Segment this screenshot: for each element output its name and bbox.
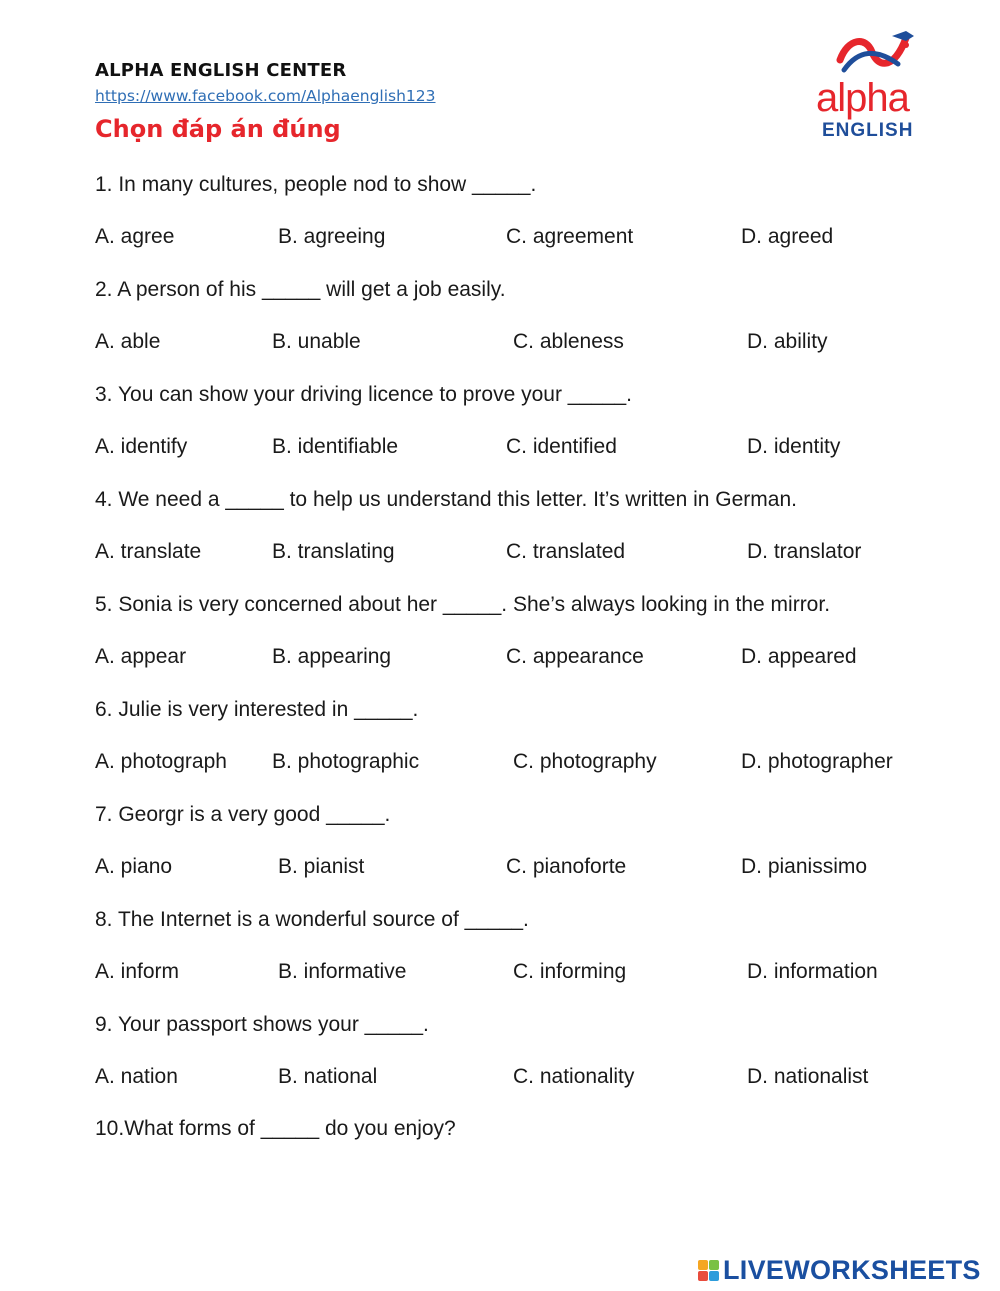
- logo-word: alpha: [816, 76, 909, 120]
- question-3-option-c[interactable]: C. identified: [506, 435, 617, 458]
- question-5-option-d[interactable]: D. appeared: [741, 645, 857, 668]
- question-4-option-a[interactable]: A. translate: [95, 540, 202, 563]
- question-5: 5. Sonia is very concerned about her _____. She’s always looking in the mirror.: [95, 593, 831, 616]
- question-6-option-a[interactable]: A. photograph: [95, 750, 227, 773]
- question-6-option-d[interactable]: D. photographer: [741, 750, 893, 773]
- question-9-option-c[interactable]: C. nationality: [513, 1065, 635, 1088]
- question-9-option-a[interactable]: A. nation: [95, 1065, 178, 1088]
- question-4: 4. We need a _____ to help us understand this letter. It’s written in German.: [95, 488, 797, 511]
- question-5-option-b[interactable]: B. appearing: [272, 645, 392, 668]
- question-7-option-a[interactable]: A. piano: [95, 855, 173, 878]
- question-9: 9. Your passport shows your _____.: [95, 1013, 429, 1036]
- question-2-option-a[interactable]: A. able: [95, 330, 161, 353]
- question-3: 3. You can show your driving licence to prove your _____.: [95, 383, 633, 406]
- question-8-option-d[interactable]: D. information: [747, 960, 878, 983]
- question-3-option-a[interactable]: A. identify: [95, 435, 188, 458]
- liveworksheets-logo-icon: [698, 1260, 719, 1281]
- question-6: 6. Julie is very interested in _____.: [95, 698, 419, 721]
- question-1-option-c[interactable]: C. agreement: [506, 225, 634, 248]
- question-7-option-b[interactable]: B. pianist: [278, 855, 365, 878]
- logo-subtitle: ENGLISH: [822, 120, 914, 141]
- question-9-option-d[interactable]: D. nationalist: [747, 1065, 869, 1088]
- question-6-option-c[interactable]: C. photography: [513, 750, 657, 773]
- question-2: 2. A person of his _____ will get a job easily.: [95, 278, 506, 301]
- question-5-option-c[interactable]: C. appearance: [506, 645, 644, 668]
- question-8-option-a[interactable]: A. inform: [95, 960, 180, 983]
- question-10: 10.What forms of _____ do you enjoy?: [95, 1117, 456, 1140]
- question-7: 7. Georgr is a very good _____.: [95, 803, 391, 826]
- question-1-option-a[interactable]: A. agree: [95, 225, 175, 248]
- question-3-option-d[interactable]: D. identity: [747, 435, 841, 458]
- question-5-option-a[interactable]: A. appear: [95, 645, 187, 668]
- question-4-option-c[interactable]: C. translated: [506, 540, 626, 563]
- question-8: 8. The Internet is a wonderful source of _____.: [95, 908, 529, 931]
- center-name: ALPHA ENGLISH CENTER: [95, 60, 347, 81]
- question-4-option-b[interactable]: B. translating: [272, 540, 395, 563]
- question-2-option-d[interactable]: D. ability: [747, 330, 828, 353]
- question-1: 1. In many cultures, people nod to show _____.: [95, 173, 537, 196]
- worksheet-title: Chọn đáp án đúng: [95, 115, 341, 143]
- question-3-option-b[interactable]: B. identifiable: [272, 435, 399, 458]
- question-7-option-c[interactable]: C. pianoforte: [506, 855, 627, 878]
- question-2-option-b[interactable]: B. unable: [272, 330, 361, 353]
- question-4-option-d[interactable]: D. translator: [747, 540, 862, 563]
- question-2-option-c[interactable]: C. ableness: [513, 330, 624, 353]
- question-1-option-b[interactable]: B. agreeing: [278, 225, 386, 248]
- question-8-option-c[interactable]: C. informing: [513, 960, 627, 983]
- question-8-option-b[interactable]: B. informative: [278, 960, 407, 983]
- question-1-option-d[interactable]: D. agreed: [741, 225, 834, 248]
- liveworksheets-brand: [698, 1255, 981, 1285]
- question-7-option-d[interactable]: D. pianissimo: [741, 855, 868, 878]
- question-6-option-b[interactable]: B. photographic: [272, 750, 420, 773]
- question-9-option-b[interactable]: B. national: [278, 1065, 378, 1088]
- facebook-link[interactable]: https://www.facebook.com/Alphaenglish123: [95, 87, 436, 105]
- liveworksheets-wordmark: LIVEWORKSHEETS: [723, 1254, 981, 1285]
